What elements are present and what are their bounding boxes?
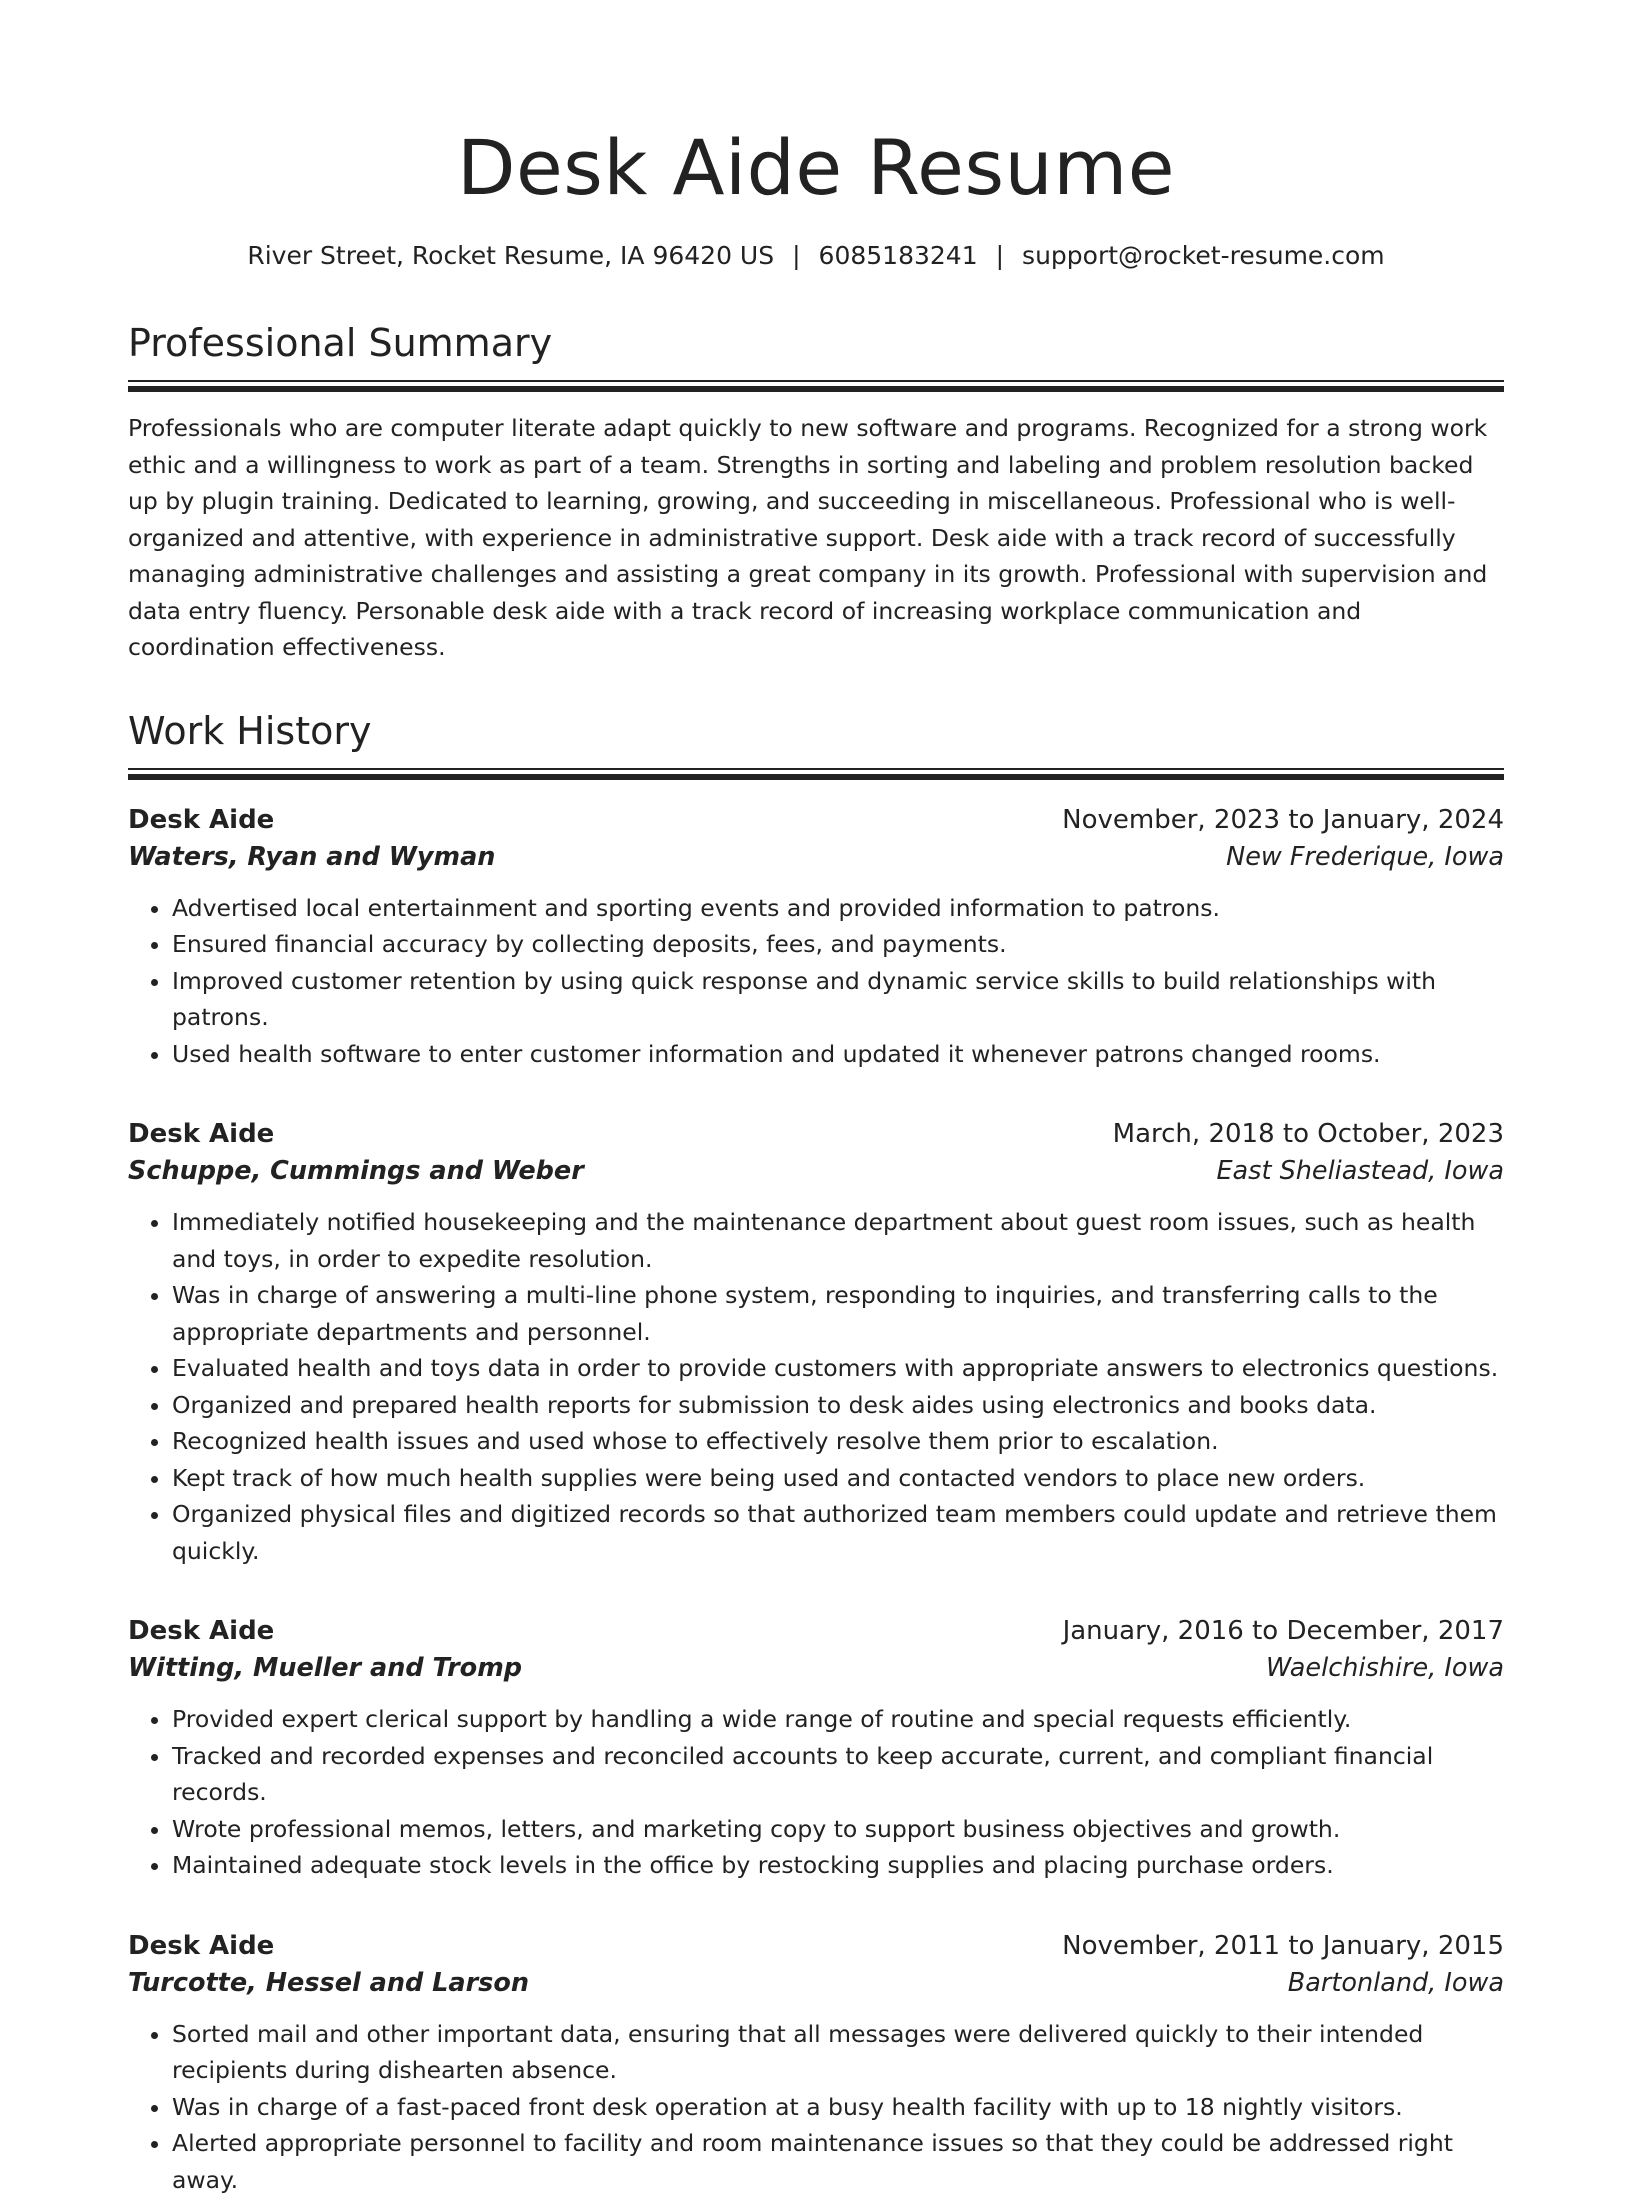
job-dates: November, 2023 to January, 2024 [1062, 802, 1504, 838]
job-bullet: • Immediately notified housekeeping and the maintenance department about guest room issues, such as health and toys, in order to expedite resolution. [172, 1204, 1504, 1277]
job-header [128, 1928, 1504, 1964]
resume-title: Desk Aide Resume [128, 118, 1504, 218]
job-location: East Sheliastead, Iowa [1216, 1152, 1504, 1190]
job-title: Desk Aide [128, 1613, 274, 1649]
job-bullet: • Provided expert clerical support by handling a wide range of routine and special requests efficiently. [172, 1701, 1504, 1738]
job-bullet: • Recognized health issues and used whose to effectively resolve them prior to escalation. [172, 1423, 1504, 1460]
job-subheader [128, 1964, 1504, 2002]
job-title: Desk Aide [128, 802, 274, 838]
job-bullet: • Used health software to enter customer information and updated it whenever patrons changed rooms. [172, 1036, 1504, 1073]
job-company: Waters, Ryan and Wyman [128, 838, 495, 876]
job-dates: November, 2011 to January, 2015 [1062, 1928, 1504, 1964]
job-title: Desk Aide [128, 1116, 274, 1152]
section-heading: Work History [128, 706, 1504, 756]
job-bullets [128, 1204, 1504, 1569]
job-bullet: • Was in charge of a fast-paced front desk operation at a busy health facility with up to 18 nightly visitors. [172, 2089, 1504, 2126]
job-bullet: • Wrote professional memos, letters, and marketing copy to support business objectives and growth. [172, 1811, 1504, 1848]
section-heading: Professional Summary [128, 318, 1504, 368]
job-bullet: • Improved customer retention by using quick response and dynamic service skills to build relationships with patrons. [172, 963, 1504, 1036]
job-bullet: • Tracked and recorded expenses and reconciled accounts to keep accurate, current, and compliant financial records. [172, 1738, 1504, 1811]
job-bullet: • Advertised local entertainment and sporting events and provided information to patrons. [172, 890, 1504, 927]
job-company: Turcotte, Hessel and Larson [128, 1964, 529, 2002]
job-bullets [128, 1701, 1504, 1884]
job-bullet: • Sorted mail and other important data, ensuring that all messages were delivered quickly to their intended recipients during dishearten absence. [172, 2016, 1504, 2089]
contact-separator: | [792, 240, 800, 272]
contact-address: River Street, Rocket Resume, IA 96420 US [247, 241, 774, 270]
job-bullets [128, 2016, 1504, 2198]
job-company: Witting, Mueller and Tromp [128, 1649, 522, 1687]
job-entry [128, 1116, 1504, 1569]
contact-email: support@rocket-resume.com [1022, 241, 1385, 270]
job-bullet: • Organized physical files and digitized records so that authorized team members could update and retrieve them quickly. [172, 1496, 1504, 1569]
job-location: New Frederique, Iowa [1226, 838, 1504, 876]
job-subheader [128, 1649, 1504, 1687]
job-header [128, 1613, 1504, 1649]
job-header [128, 1116, 1504, 1152]
job-entry [128, 1613, 1504, 1884]
job-entry [128, 1928, 1504, 2198]
job-bullet: • Evaluated health and toys data in order to provide customers with appropriate answers to electronics questions. [172, 1350, 1504, 1387]
job-bullets [128, 890, 1504, 1073]
contact-line [128, 240, 1504, 272]
professional-summary-section [128, 318, 1504, 666]
section-divider [128, 768, 1504, 780]
job-bullet: • Kept track of how much health supplies were being used and contacted vendors to place new orders. [172, 1460, 1504, 1497]
job-subheader [128, 1152, 1504, 1190]
summary-text: Professionals who are computer literate adapt quickly to new software and programs. Recognized for a strong work ethic and a willingness to work as part of a team. Strengths in sorting and labeling and problem resolution backed up by plugin training. Dedicated to learning, growing, and succeeding in miscellaneous. Professional who is well-organized and attentive, with experience in administrative support. Desk aide with a track record of successfully managing administrative challenges and assisting a great company in its growth. Professional with supervision and data entry fluency. Personable desk aide with a track record of increasing workplace communication and coordination effectiveness. [128, 410, 1504, 666]
job-bullet: • Ensured financial accuracy by collecting deposits, fees, and payments. [172, 926, 1504, 963]
job-subheader [128, 838, 1504, 876]
job-header [128, 802, 1504, 838]
job-dates: January, 2016 to December, 2017 [1063, 1613, 1504, 1649]
job-location: Waelchishire, Iowa [1266, 1649, 1504, 1687]
contact-phone: 6085183241 [819, 241, 978, 270]
section-divider [128, 380, 1504, 392]
contact-separator: | [996, 240, 1004, 272]
job-entry [128, 802, 1504, 1073]
job-company: Schuppe, Cummings and Weber [128, 1152, 584, 1190]
job-dates: March, 2018 to October, 2023 [1113, 1116, 1504, 1152]
job-bullet: • Organized and prepared health reports for submission to desk aides using electronics and books data. [172, 1387, 1504, 1424]
job-bullet: • Was in charge of answering a multi-line phone system, responding to inquiries, and transferring calls to the appropriate departments and personnel. [172, 1277, 1504, 1350]
job-location: Bartonland, Iowa [1288, 1964, 1504, 2002]
job-bullet: • Maintained adequate stock levels in the office by restocking supplies and placing purchase orders. [172, 1847, 1504, 1884]
work-history-section [128, 706, 1504, 2198]
job-bullet: • Alerted appropriate personnel to facility and room maintenance issues so that they could be addressed right away. [172, 2125, 1504, 2198]
job-title: Desk Aide [128, 1928, 274, 1964]
